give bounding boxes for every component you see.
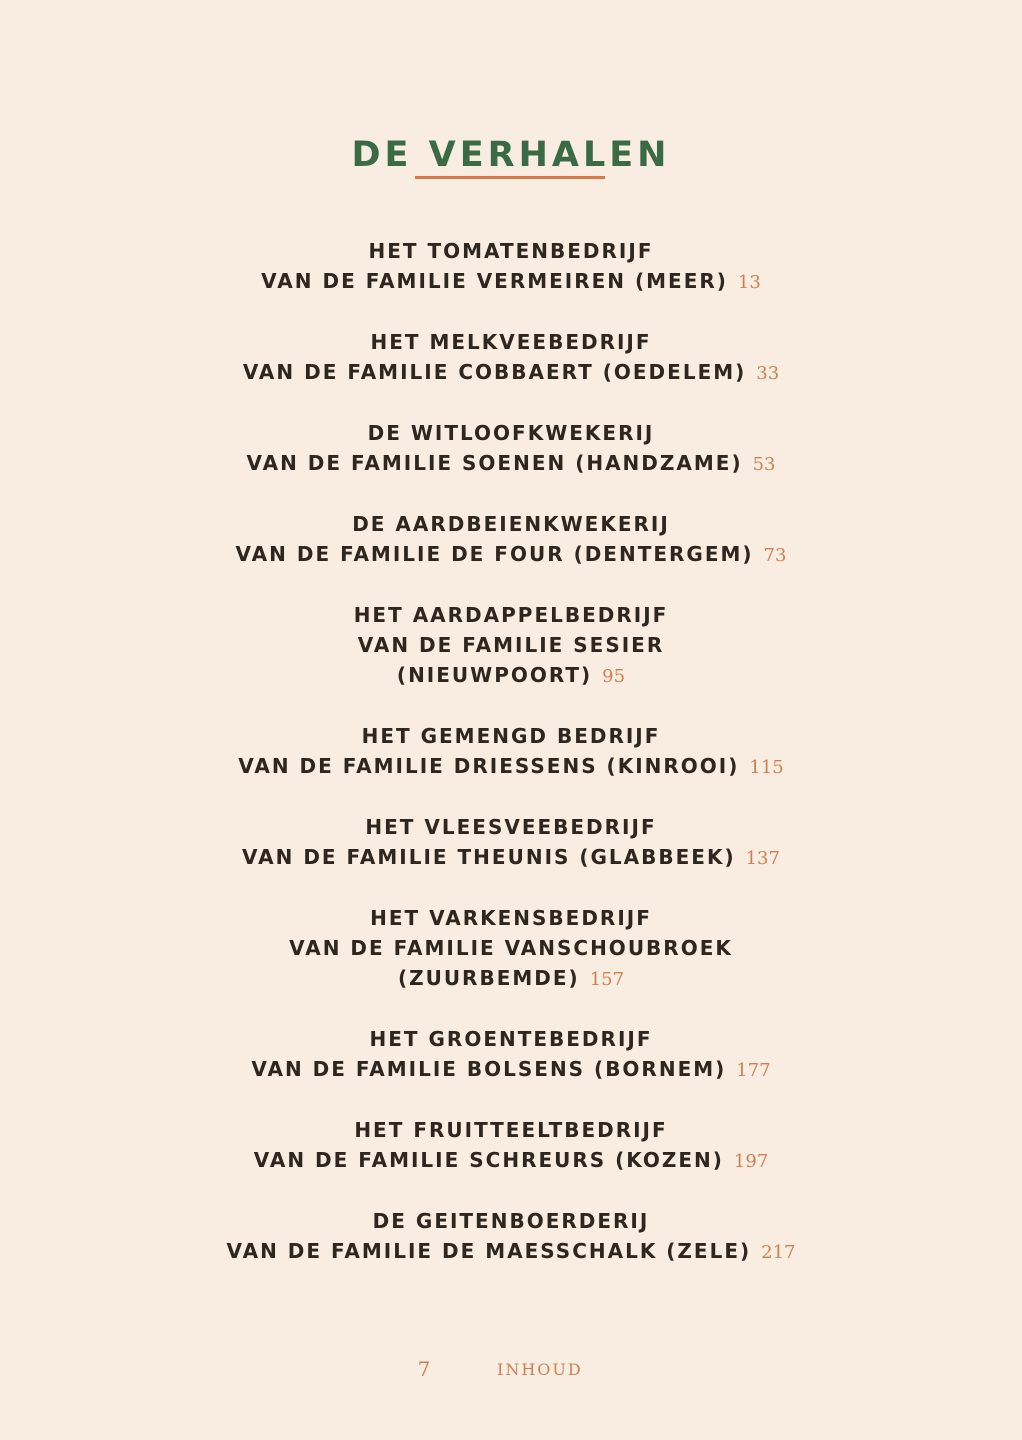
toc-entry[interactable] xyxy=(0,509,1022,571)
toc-page-number: 73 xyxy=(763,545,787,566)
toc-entry-title: HET MELKVEEBEDRIJF xyxy=(370,330,652,354)
toc-entry-title: HET AARDAPPELBEDRIJF xyxy=(353,603,669,627)
toc-page-number: 95 xyxy=(602,666,626,687)
toc-entry-subtitle: VAN DE FAMILIE DE FOUR (DENTERGEM) xyxy=(235,542,754,566)
toc-entry-subtitle: (NIEUWPOORT) xyxy=(396,663,593,687)
toc-entry[interactable] xyxy=(0,812,1022,874)
toc-entry-subtitle: VAN DE FAMILIE VERMEIREN (MEER) xyxy=(261,269,728,293)
toc-entry-title: HET TOMATENBEDRIJF xyxy=(368,239,654,263)
footer-page-number: 7 xyxy=(417,1357,431,1381)
toc-entry-title: HET GEMENGD BEDRIJF xyxy=(361,724,661,748)
toc-entry[interactable] xyxy=(0,418,1022,480)
toc-page-number: 157 xyxy=(589,969,625,990)
toc-page-number: 13 xyxy=(737,272,761,293)
toc-entry[interactable] xyxy=(0,721,1022,783)
toc-entry-title: HET GROENTEBEDRIJF xyxy=(369,1027,653,1051)
toc-page-number: 217 xyxy=(761,1242,796,1263)
toc-page-number: 53 xyxy=(752,454,776,475)
toc-entry[interactable] xyxy=(0,1024,1022,1086)
toc-page-number: 33 xyxy=(756,363,780,384)
toc-entry-subtitle: VAN DE FAMILIE SOENEN (HANDZAME) xyxy=(246,451,743,475)
toc-entry-title: HET VLEESVEEBEDRIJF xyxy=(365,815,657,839)
toc-entry[interactable] xyxy=(0,236,1022,298)
page-footer xyxy=(0,1357,1022,1385)
toc-entry-title: DE AARDBEIENKWEKERIJ xyxy=(352,512,670,536)
footer-section-label: INHOUD xyxy=(497,1360,583,1379)
toc-entry[interactable] xyxy=(0,1206,1022,1268)
toc-entry-subtitle: VAN DE FAMILIE DRIESSENS (KINROOI) xyxy=(238,754,740,778)
toc-entry-title: DE WITLOOFKWEKERIJ xyxy=(367,421,655,445)
table-of-contents xyxy=(0,236,1022,1297)
title-underline xyxy=(415,176,605,179)
toc-entry-subtitle: VAN DE FAMILIE THEUNIS (GLABBEEK) xyxy=(242,845,736,869)
toc-entry-title: HET VARKENSBEDRIJF xyxy=(370,906,652,930)
toc-entry-subtitle: VAN DE FAMILIE SESIER xyxy=(357,633,665,657)
toc-page-number: 115 xyxy=(749,757,784,778)
toc-page-number: 137 xyxy=(745,848,780,869)
toc-entry-subtitle: VAN DE FAMILIE DE MAESSCHALK (ZELE) xyxy=(226,1239,752,1263)
toc-page-number: 177 xyxy=(736,1060,771,1081)
toc-entry[interactable] xyxy=(0,903,1022,995)
toc-entry-subtitle: (ZUURBEMDE) xyxy=(397,966,580,990)
toc-entry-subtitle: VAN DE FAMILIE COBBAERT (OEDELEM) xyxy=(242,360,747,384)
toc-entry-title: HET FRUITTEELTBEDRIJF xyxy=(354,1118,668,1142)
toc-entry[interactable] xyxy=(0,327,1022,389)
toc-page-number: 197 xyxy=(733,1151,769,1172)
toc-entry-title: DE GEITENBOERDERIJ xyxy=(372,1209,650,1233)
page-title: DE VERHALEN xyxy=(351,135,671,176)
toc-entry-subtitle: VAN DE FAMILIE VANSCHOUBROEK xyxy=(289,936,733,960)
toc-entry[interactable] xyxy=(0,1115,1022,1177)
toc-entry-subtitle: VAN DE FAMILIE SCHREURS (KOZEN) xyxy=(253,1148,724,1172)
toc-entry-subtitle: VAN DE FAMILIE BOLSENS (BORNEM) xyxy=(251,1057,727,1081)
toc-entry[interactable] xyxy=(0,600,1022,692)
